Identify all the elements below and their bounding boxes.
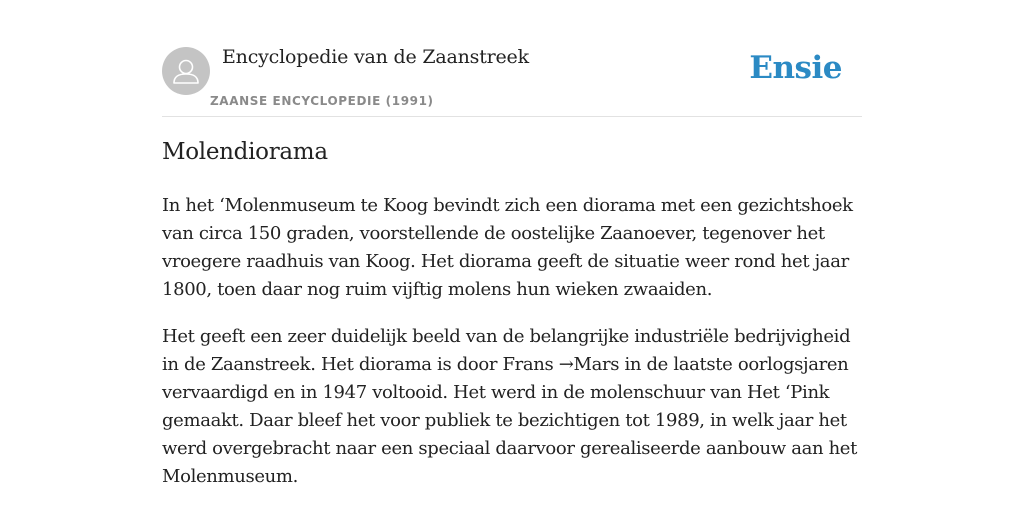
source-avatar[interactable]	[162, 47, 210, 95]
article-paragraph: In het ‘Molenmuseum te Koog bevindt zich een diorama met een gezichtshoek van circa 150 graden, voorstellende de oostelijke Zaanoever, tegenover het vroegere raadhuis van Koog. Het diorama geeft de situatie weer rond het jaar 1800, toen daar nog ruim vijftig molens hun wieken zwaaiden.	[162, 195, 853, 300]
article-paragraph: Het geeft een zeer duidelijk beeld van de belangrijke industriële bedrijvigheid in de Zaanstreek. Het diorama is door Frans →Mars in de laatste oorlogsjaren vervaardigd en in 1947 voltooid. Het werd in de molenschuur van Het ‘Pink gemaakt. Daar bleef het voor publiek te bezichtigen tot 1989, in welk jaar het werd overgebracht naar een speciaal daarvoor gerealiseerde aanbouw aan het Molenmuseum.	[162, 326, 857, 487]
entry-header	[162, 0, 862, 117]
article-title: Molendiorama	[162, 139, 328, 165]
entry-card	[162, 0, 862, 487]
user-icon	[162, 47, 210, 95]
source-title[interactable]: Encyclopedie van de Zaanstreek	[222, 46, 529, 68]
source-subtitle[interactable]: ZAANSE ENCYCLOPEDIE (1991)	[210, 94, 434, 108]
brand-logo[interactable]: Ensie	[749, 50, 842, 86]
